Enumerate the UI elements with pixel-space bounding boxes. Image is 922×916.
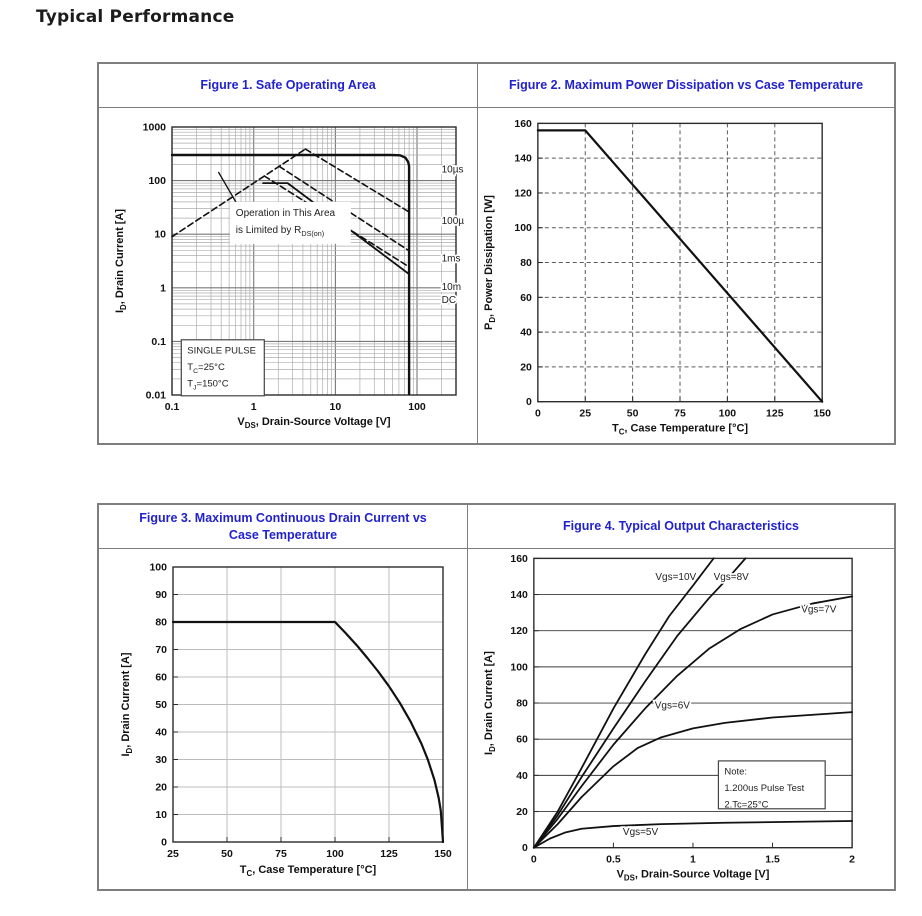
svg-text:20: 20	[516, 807, 528, 819]
svg-text:90: 90	[154, 589, 167, 601]
svg-text:0: 0	[522, 843, 528, 855]
svg-text:80: 80	[520, 257, 532, 269]
svg-text:60: 60	[520, 292, 532, 304]
svg-text:75: 75	[674, 408, 686, 420]
svg-text:100: 100	[148, 561, 167, 574]
svg-text:140: 140	[510, 590, 528, 602]
figure3-drain-current-chart	[100, 550, 467, 888]
svg-text:100: 100	[514, 222, 532, 234]
svg-text:0.1: 0.1	[164, 400, 179, 413]
svg-text:10: 10	[154, 809, 167, 821]
svg-text:70: 70	[154, 644, 167, 656]
svg-text:40: 40	[154, 726, 167, 739]
svg-text:0: 0	[526, 396, 532, 408]
figure1-soa-chart	[100, 109, 477, 443]
svg-text:100: 100	[510, 662, 528, 674]
svg-text:25: 25	[166, 848, 179, 860]
figure3-plot-area	[99, 549, 467, 889]
svg-text:100: 100	[718, 408, 737, 420]
svg-text:TC=25°C: $T_C=25^\circ C$	[186, 361, 225, 375]
svg-text:Vgs=7V: Vgs=7V	[801, 604, 837, 616]
figure1-plot-area	[99, 108, 477, 443]
svg-text:2.Tc=25°C: 2.Tc=25°C	[724, 799, 769, 811]
svg-text:1.200us Pulse Test: 1.200us Pulse Test	[724, 782, 805, 794]
figure4-title: Figure 4. Typical Output Characteristics	[468, 505, 894, 549]
svg-text:0.5: 0.5	[606, 854, 621, 866]
svg-text:150: 150	[813, 408, 831, 420]
figure3-title: Figure 3. Maximum Continuous Drain Current vs Case Temperature	[99, 505, 467, 549]
svg-text:75: 75	[274, 848, 287, 860]
svg-text:100: 100	[325, 848, 344, 860]
svg-text:ID, Drain Current [A]: $I_D$, Drain Current [A]	[482, 651, 497, 755]
svg-text:is Limited by RDS(on): is Limited by $R_{DS(on)}$	[235, 224, 324, 238]
svg-text:120: 120	[514, 187, 532, 199]
svg-text:50: 50	[154, 699, 167, 711]
svg-text:40: 40	[516, 770, 528, 782]
svg-text:1ms: 1ms	[441, 253, 461, 264]
svg-text:80: 80	[154, 616, 167, 629]
svg-text:1000: 1000	[142, 121, 166, 133]
svg-text:Vgs=10V: Vgs=10V	[655, 571, 697, 583]
svg-text:1: 1	[690, 854, 696, 866]
svg-text:0: 0	[160, 836, 167, 849]
svg-text:50: 50	[220, 848, 233, 860]
svg-text:60: 60	[516, 734, 528, 746]
svg-text:1: 1	[159, 281, 166, 294]
svg-text:1: 1	[250, 400, 257, 413]
svg-text:20: 20	[520, 361, 532, 373]
svg-text:100: 100	[147, 174, 166, 187]
svg-text:1.5: 1.5	[765, 854, 780, 866]
svg-text:Note:: Note:	[724, 766, 748, 778]
svg-text:120: 120	[510, 626, 528, 638]
svg-text:0.01: 0.01	[145, 389, 166, 401]
svg-text:SINGLE PULSE: SINGLE PULSE	[186, 344, 256, 356]
svg-text:ID, Drain Current [A]: $I_D$, Drain Current [A]	[119, 652, 134, 757]
svg-text:TC, Case Temperature [°C]: $T_C$, Case Temperature [°C]	[611, 422, 749, 437]
svg-text:VDS, Drain-Source Voltage [V]: $V_{DS}$, Drain-Source Voltage [V]	[616, 868, 770, 883]
figure2-power-dissipation-chart	[478, 109, 894, 443]
svg-text:60: 60	[154, 671, 167, 684]
svg-text:10m: 10m	[441, 281, 461, 293]
svg-text:20: 20	[154, 781, 167, 794]
figures-table-top	[97, 62, 896, 445]
svg-text:0.1: 0.1	[150, 335, 166, 348]
figures-table-bottom	[97, 503, 896, 891]
svg-text:10: 10	[153, 228, 166, 241]
page-title: Typical Performance	[36, 7, 235, 27]
svg-text:50: 50	[626, 408, 639, 420]
svg-text:Operation in This Area: Operation in This Area	[235, 207, 335, 219]
figure4-cell	[468, 505, 894, 889]
svg-text:160: 160	[510, 553, 528, 565]
figure1-cell	[99, 64, 478, 443]
svg-text:160: 160	[514, 118, 532, 130]
figure4-output-characteristics-chart	[468, 550, 894, 888]
svg-text:Vgs=5V: Vgs=5V	[622, 826, 659, 838]
svg-text:80: 80	[516, 698, 528, 710]
figure1-title: Figure 1. Safe Operating Area	[99, 64, 477, 108]
svg-text:100: 100	[407, 400, 426, 413]
svg-text:30: 30	[154, 754, 167, 766]
svg-text:100µ: 100µ	[441, 215, 464, 227]
svg-text:125: 125	[379, 848, 398, 860]
svg-text:Vgs=8V: Vgs=8V	[713, 571, 749, 583]
svg-text:TC, Case Temperature [°C]: $T_C$, Case Temperature [°C]	[239, 864, 376, 878]
svg-text:0: 0	[530, 854, 537, 866]
figure4-plot-area	[468, 549, 894, 889]
svg-text:150: 150	[433, 848, 452, 860]
svg-text:125: 125	[766, 408, 784, 420]
svg-text:0: 0	[534, 408, 541, 420]
svg-text:VDS, Drain-Source Voltage [V]: $V_{DS}$, Drain-Source Voltage [V]	[236, 415, 391, 430]
svg-text:140: 140	[514, 153, 532, 165]
svg-text:ID, Drain Current [A]: $I_D$, Drain Current [A]	[113, 208, 128, 313]
svg-text:40: 40	[520, 327, 532, 339]
svg-text:2: 2	[849, 854, 856, 866]
svg-text:10: 10	[329, 400, 341, 413]
svg-text:Vgs=6V: Vgs=6V	[654, 700, 690, 712]
svg-text:10µs: 10µs	[441, 163, 463, 175]
svg-text:DC: DC	[441, 294, 456, 306]
svg-text:25: 25	[579, 408, 592, 420]
figure2-cell	[478, 64, 894, 443]
figure3-cell	[99, 505, 468, 889]
svg-text:PD, Power Dissipation [W]: $P_D$, Power Dissipation [W]	[482, 194, 497, 330]
figure2-title: Figure 2. Maximum Power Dissipation vs Case Temperature	[478, 64, 894, 108]
svg-text:TJ=150°C: $T_J=150^\circ C$	[186, 377, 229, 391]
figure2-plot-area	[478, 108, 894, 443]
